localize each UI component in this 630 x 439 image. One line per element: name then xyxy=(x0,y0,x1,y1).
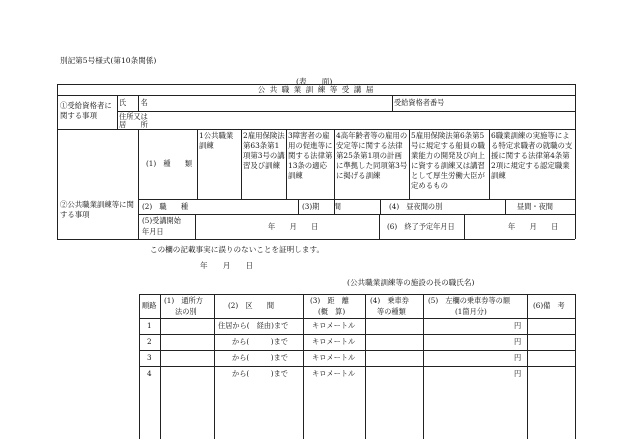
row-section[interactable]: から( )まで xyxy=(232,369,288,378)
row-number: 3 xyxy=(147,353,152,362)
row-distance[interactable]: キロメートル xyxy=(312,337,356,346)
address-field[interactable] xyxy=(140,112,573,128)
daynight-value[interactable]: 昼間・夜間 xyxy=(517,202,553,211)
side-label: (表 面) xyxy=(296,77,333,86)
section1-label: ①受給資格者に関する事項 xyxy=(60,101,112,120)
type-option-3[interactable]: 3障害者の雇用の促進等に関する法律第13条の適応訓練 xyxy=(288,131,333,180)
method-header-line1: (1) 通所方 xyxy=(164,296,203,305)
distance-header-line2: (概 算) xyxy=(318,307,346,316)
method-header-line2: 法の別 xyxy=(175,307,197,316)
type-option-2[interactable]: 2雇用保険法第63条第1項第3号の講習及び訓練 xyxy=(243,131,285,170)
id-label: 受給資格者番号 xyxy=(394,98,445,107)
row-distance[interactable]: キロメートル xyxy=(312,321,356,330)
distance-header-line1: (3) 距 離 xyxy=(310,296,349,305)
period-label: (3)期 間 xyxy=(302,202,341,211)
row-section[interactable]: から( )まで xyxy=(232,337,288,346)
start-date-label-line1: (5)受講開始 xyxy=(142,216,181,225)
form-title: 公 共 職 業 訓 練 等 受 講 届 xyxy=(257,85,375,94)
section2-label: ②公共職業訓練等に関する事項 xyxy=(60,200,134,219)
occupation-label: (2) 職 種 xyxy=(142,202,189,211)
row-fare[interactable]: 円 xyxy=(514,337,522,346)
row-fare[interactable]: 円 xyxy=(514,321,522,330)
certification-signature: (公共職業訓練等の施設の長の職氏名) xyxy=(347,278,475,287)
id-field[interactable] xyxy=(456,96,573,110)
certification-text: この欄の記載事実に誤りのないことを証明します。 xyxy=(150,245,325,254)
fare-header-line1: (5) 左欄の乗車券等の額 xyxy=(428,296,511,305)
daynight-label: (4) 昼夜間の別 xyxy=(389,202,443,211)
ticket-header-line1: (4) 乗車券 xyxy=(370,296,409,305)
address-label-line2: 居 所 xyxy=(119,120,148,129)
section-header: (2) 区 間 xyxy=(228,301,275,310)
row-distance[interactable]: キロメートル xyxy=(312,353,356,362)
row-fare[interactable]: 円 xyxy=(514,369,522,378)
type-option-5[interactable]: 5雇用保険法第6条第5号に規定する船員の職業能力の開発及び向上に資する訓練又は講習として厚生労働大臣が定めるもの xyxy=(411,131,485,190)
end-date-label: (6) 終了予定年月日 xyxy=(387,222,455,231)
end-date-field[interactable]: 年 月 日 xyxy=(508,222,559,231)
certification-date[interactable]: 年 月 日 xyxy=(200,261,254,270)
form-id: 別記第5号様式(第10条関係) xyxy=(60,56,157,65)
row-fare[interactable]: 円 xyxy=(514,353,522,362)
row-number: 4 xyxy=(147,369,152,378)
occupation-field[interactable] xyxy=(199,200,296,213)
start-date-label-line2: 年月日 xyxy=(142,227,164,236)
address-label-line1: 住所又は xyxy=(119,112,148,121)
type-option-4[interactable]: 4高年齢者等の雇用の安定等に関する法律第25条第1項の計画に準拠した同項第3号に掲げる訓練 xyxy=(336,131,408,180)
ticket-header-line2: 等の種類 xyxy=(377,307,406,316)
type-option-6[interactable]: 6職業訓練の実施等による特定求職者の就職の支援に関する法律第4条第2項に規定する認定職業訓練 xyxy=(491,131,573,180)
name-label: 氏 名 xyxy=(119,98,148,107)
start-date-field[interactable]: 年 月 日 xyxy=(268,222,319,231)
row-section[interactable]: 住居から( 経由)まで xyxy=(218,321,289,330)
type-label: (1) 種 類 xyxy=(146,159,193,168)
remarks-header: (6)備 考 xyxy=(533,301,565,310)
period-field[interactable] xyxy=(336,200,378,213)
row-number: 2 xyxy=(147,337,152,346)
order-header: 順路 xyxy=(142,301,157,310)
row-number: 1 xyxy=(147,321,152,330)
name-field[interactable] xyxy=(140,96,390,110)
type-option-1[interactable]: 1公共職業訓練 xyxy=(199,131,234,150)
fare-header-line2: (1箇月分) xyxy=(455,307,487,316)
row-section[interactable]: から( )まで xyxy=(232,353,288,362)
row-distance[interactable]: キロメートル xyxy=(312,369,356,378)
